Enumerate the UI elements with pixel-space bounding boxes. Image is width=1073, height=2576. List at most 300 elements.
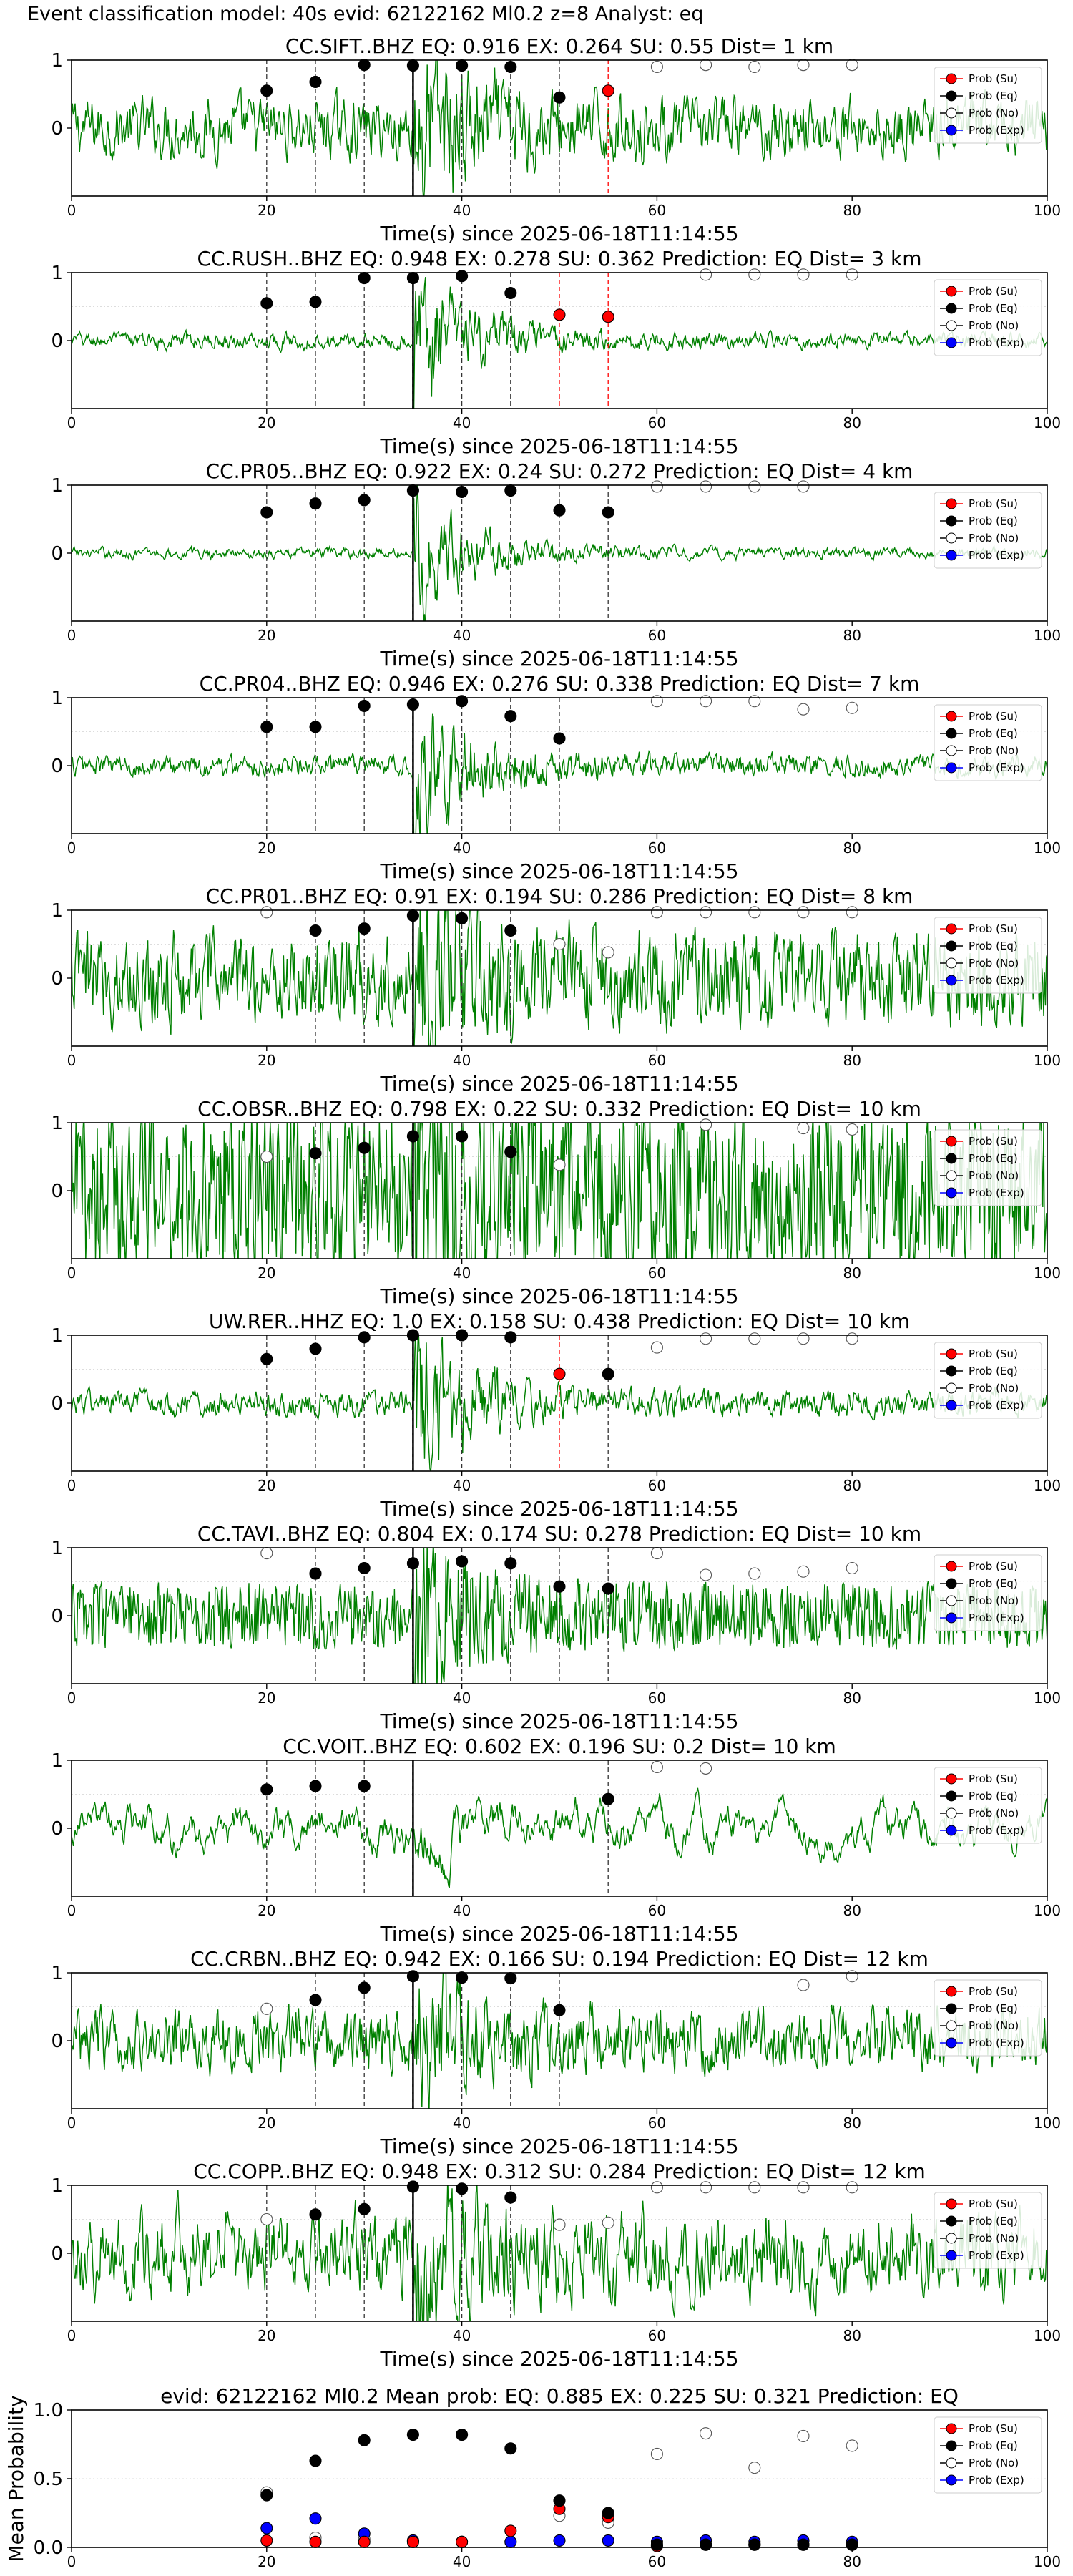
prob-point-eq — [456, 60, 468, 72]
x-tick-label: 60 — [647, 1902, 667, 1919]
x-tick-label: 100 — [1033, 2114, 1062, 2132]
prob-point-eq — [358, 1563, 370, 1574]
x-axis-label: Time(s) since 2025-06-18T11:14:55 — [380, 647, 739, 670]
x-tick-label: 60 — [647, 1052, 667, 1069]
x-tick-label: 80 — [843, 202, 861, 219]
prob-point-no — [602, 947, 614, 958]
legend-marker — [946, 975, 956, 985]
prob-point-eq — [358, 59, 370, 71]
prob-point-no — [846, 702, 858, 713]
prob-point-eq — [456, 696, 468, 707]
x-tick-label: 60 — [647, 2327, 667, 2344]
x-tick-label: 20 — [258, 202, 276, 219]
legend-label: Prob (Exp) — [969, 336, 1024, 349]
legend-entry-exp — [940, 761, 1024, 774]
y-tick-label: 0 — [51, 968, 63, 990]
mean-point-su — [261, 2534, 273, 2546]
legend-marker — [946, 533, 956, 543]
x-tick-label: 80 — [843, 2327, 861, 2344]
prob-point-no — [700, 269, 712, 280]
legend-marker — [946, 728, 956, 738]
legend-marker — [946, 91, 956, 101]
legend-entry-no — [940, 1382, 1019, 1395]
x-axis-label: Time(s) since 2025-06-18T11:14:55 — [380, 434, 739, 458]
legend-marker — [946, 2458, 956, 2468]
prob-point-eq — [554, 92, 565, 103]
prob-point-no — [798, 59, 809, 71]
legend-label: Prob (No) — [969, 107, 1019, 119]
y-axis-label: Mean Probability — [4, 2395, 28, 2562]
x-tick-label: 100 — [1033, 414, 1062, 431]
x-tick-label: 100 — [1033, 627, 1062, 644]
prob-point-no — [261, 1151, 273, 1163]
prob-point-eq — [505, 1973, 516, 1984]
legend-entry-eq — [940, 940, 1018, 952]
legend-marker — [946, 711, 956, 721]
prob-point-eq — [261, 507, 273, 518]
prob-point-eq — [407, 699, 418, 711]
legend-entry-exp — [940, 336, 1024, 349]
legend-label: Prob (Eq) — [969, 1365, 1018, 1377]
prob-point-no — [700, 907, 712, 918]
x-axis-label: Time(s) since 2025-06-18T11:14:55 — [380, 2347, 739, 2371]
x-tick-label: 20 — [258, 2114, 276, 2132]
prob-point-eq — [505, 925, 516, 937]
prob-point-no — [700, 59, 712, 71]
y-tick-label: 0 — [51, 1606, 63, 1627]
x-tick-label: 100 — [1033, 1689, 1062, 1707]
prob-point-eq — [358, 494, 370, 506]
y-tick-label: 0 — [51, 1818, 63, 1840]
x-tick-label: 60 — [647, 202, 667, 219]
legend-label: Prob (Su) — [969, 285, 1018, 298]
prob-point-no — [651, 696, 662, 707]
prob-point-no — [846, 1563, 858, 1574]
y-tick-label: 0 — [51, 2031, 63, 2052]
x-axis-label: Time(s) since 2025-06-18T11:14:55 — [380, 222, 739, 245]
y-tick-label: 1 — [51, 2175, 63, 2197]
station-panel-cc-rush-bhz — [51, 247, 1061, 458]
legend-marker — [946, 1825, 956, 1835]
legend-marker — [946, 74, 956, 84]
prob-point-eq — [310, 1568, 321, 1579]
panel-title: CC.PR04..BHZ EQ: 0.946 EX: 0.276 SU: 0.338 Prediction: EQ Dist= 7 km — [199, 672, 920, 696]
prob-point-no — [700, 1569, 712, 1581]
prob-point-eq — [310, 1994, 321, 2006]
prob-point-no — [700, 1119, 712, 1131]
x-tick-label: 40 — [452, 839, 471, 857]
mean-point-exp — [554, 2534, 565, 2546]
x-tick-label: 80 — [843, 2114, 861, 2132]
mean-point-eq — [749, 2539, 760, 2550]
x-tick-label: 100 — [1033, 202, 1062, 219]
legend-marker — [946, 1383, 956, 1393]
prob-point-eq — [358, 273, 370, 284]
x-tick-label: 80 — [843, 839, 861, 857]
legend-entry-no — [940, 2019, 1019, 2032]
prob-point-eq — [310, 1343, 321, 1355]
prob-point-eq — [310, 498, 321, 509]
prob-point-no — [798, 1566, 809, 1577]
prob-point-eq — [456, 270, 468, 282]
y-tick-label: 0 — [51, 1181, 63, 1202]
x-tick-label: 100 — [1033, 2553, 1062, 2570]
legend-marker — [946, 321, 956, 331]
legend-entry-su — [940, 72, 1018, 85]
x-tick-label: 0 — [67, 202, 77, 219]
x-tick-label: 0 — [67, 1902, 77, 1919]
x-tick-label: 80 — [843, 414, 861, 431]
prob-point-su — [602, 311, 614, 323]
x-tick-label: 80 — [843, 1689, 861, 1707]
x-tick-label: 20 — [258, 414, 276, 431]
prob-point-no — [554, 939, 565, 950]
prob-point-eq — [554, 504, 565, 516]
legend-label: Prob (Eq) — [969, 2215, 1018, 2228]
legend-entry-no — [940, 744, 1019, 757]
legend-label: Prob (Exp) — [969, 1611, 1024, 1624]
prob-point-no — [749, 1333, 760, 1345]
x-tick-label: 0 — [67, 1264, 77, 1282]
legend-label: Prob (No) — [969, 1382, 1019, 1395]
x-axis-label: Time(s) since 2025-06-18T11:14:55 — [380, 1072, 739, 1096]
prob-point-eq — [261, 721, 273, 733]
station-panel-cc-pr04-bhz — [51, 672, 1061, 883]
legend-entry-su — [940, 497, 1018, 510]
x-tick-label: 60 — [647, 2114, 667, 2132]
prob-point-eq — [554, 733, 565, 744]
mean-point-exp — [310, 2513, 321, 2524]
prob-point-eq — [505, 485, 516, 497]
legend-entry-eq — [940, 2002, 1018, 2015]
prob-point-no — [261, 1548, 273, 1559]
prob-point-eq — [505, 288, 516, 299]
mean-point-eq — [261, 2489, 273, 2501]
legend-label: Prob (Su) — [969, 710, 1018, 723]
x-tick-label: 40 — [452, 1689, 471, 1707]
legend-entry-no — [940, 107, 1019, 119]
station-panel-cc-obsr-bhz — [51, 1097, 1061, 1308]
panel-title: CC.RUSH..BHZ EQ: 0.948 EX: 0.278 SU: 0.362 Prediction: EQ Dist= 3 km — [197, 247, 922, 270]
x-tick-label: 20 — [258, 1264, 276, 1282]
legend-entry-exp — [940, 549, 1024, 562]
x-tick-label: 80 — [843, 2553, 861, 2570]
legend-label: Prob (Su) — [969, 1135, 1018, 1148]
prob-point-eq — [456, 487, 468, 498]
legend-label: Prob (No) — [969, 2457, 1019, 2469]
prob-point-eq — [407, 1971, 418, 1982]
x-tick-label: 80 — [843, 1052, 861, 1069]
prob-point-eq — [505, 62, 516, 73]
x-tick-label: 20 — [258, 1902, 276, 1919]
prob-point-eq — [505, 1146, 516, 1158]
prob-point-eq — [602, 1368, 614, 1380]
x-tick-label: 20 — [258, 1477, 276, 1494]
legend-entry-exp — [940, 2036, 1024, 2049]
x-tick-label: 0 — [67, 2114, 77, 2132]
mean-point-eq — [554, 2495, 565, 2507]
legend-entry-eq — [940, 1152, 1018, 1165]
x-tick-label: 100 — [1033, 1052, 1062, 1069]
x-axis-label: Time(s) since 2025-06-18T11:14:55 — [380, 1284, 739, 1308]
panel-title: CC.PR01..BHZ EQ: 0.91 EX: 0.194 SU: 0.286 Prediction: EQ Dist= 8 km — [205, 884, 913, 908]
prob-point-no — [700, 696, 712, 707]
prob-point-no — [651, 907, 662, 918]
mean-point-no — [846, 2440, 858, 2451]
legend-label: Prob (Eq) — [969, 1790, 1018, 1802]
legend-label: Prob (No) — [969, 744, 1019, 757]
y-tick-label: 0 — [51, 2243, 63, 2265]
prob-point-no — [261, 2214, 273, 2225]
legend-entry-su — [940, 1135, 1018, 1148]
legend-label: Prob (Su) — [969, 1772, 1018, 1785]
prob-point-no — [749, 696, 760, 707]
plot-area — [72, 1760, 1047, 1896]
mean-point-no — [700, 2428, 712, 2439]
legend-label: Prob (Su) — [969, 72, 1018, 85]
legend-marker — [946, 2475, 956, 2485]
legend-label: Prob (No) — [969, 2232, 1019, 2245]
prob-point-eq — [602, 1583, 614, 1594]
panel-title: CC.COPP..BHZ EQ: 0.948 EX: 0.312 SU: 0.284 Prediction: EQ Dist= 12 km — [193, 2160, 926, 2183]
prob-point-eq — [358, 1982, 370, 1994]
legend-entry-eq — [940, 1577, 1018, 1590]
prob-point-eq — [310, 2209, 321, 2220]
prob-point-no — [261, 907, 273, 918]
prob-point-eq — [310, 1780, 321, 1792]
prob-point-no — [651, 1342, 662, 1353]
x-axis-label: Time(s) since 2025-06-18T11:14:55 — [380, 1922, 739, 1946]
prob-point-no — [846, 1124, 858, 1136]
legend-label: Prob (Exp) — [969, 549, 1024, 562]
prob-point-eq — [554, 2004, 565, 2016]
x-tick-label: 40 — [452, 627, 471, 644]
legend-marker — [946, 1808, 956, 1818]
prob-point-no — [651, 62, 662, 73]
legend-label: Prob (No) — [969, 319, 1019, 332]
prob-point-eq — [505, 2192, 516, 2203]
legend-label: Prob (Exp) — [969, 2474, 1024, 2487]
y-tick-label: 0 — [51, 118, 63, 140]
legend-entry-eq — [940, 302, 1018, 315]
prob-point-eq — [261, 85, 273, 97]
x-tick-label: 20 — [258, 2327, 276, 2344]
prob-point-eq — [407, 273, 418, 284]
prob-point-eq — [456, 2183, 468, 2195]
x-tick-label: 40 — [452, 2114, 471, 2132]
y-tick-label: 1.0 — [33, 2400, 63, 2421]
legend-label: Prob (Su) — [969, 1560, 1018, 1573]
prob-point-no — [602, 2217, 614, 2228]
legend-entry-exp — [940, 124, 1024, 137]
prob-point-su — [602, 85, 614, 97]
prob-point-no — [798, 907, 809, 918]
legend-marker — [946, 338, 956, 348]
legend-label: Prob (Exp) — [969, 2249, 1024, 2262]
legend-entry-su — [940, 1347, 1018, 1360]
mean-point-exp — [505, 2536, 516, 2547]
panel-title: CC.SIFT..BHZ EQ: 0.916 EX: 0.264 SU: 0.55 Dist= 1 km — [285, 34, 834, 58]
legend-entry-no — [940, 2232, 1019, 2245]
prob-point-eq — [602, 507, 614, 518]
legend-entry-su — [940, 922, 1018, 935]
station-panel-cc-voit-bhz — [51, 1735, 1061, 1946]
mean-point-eq — [456, 2429, 468, 2441]
legend-marker — [946, 1579, 956, 1589]
prob-point-eq — [358, 2203, 370, 2215]
mean-point-su — [310, 2536, 321, 2547]
legend-entry-su — [940, 2422, 1018, 2435]
prob-point-eq — [602, 1793, 614, 1805]
y-tick-label: 1 — [51, 1750, 63, 1772]
panel-title: UW.RER..HHZ EQ: 1.0 EX: 0.158 SU: 0.438 Prediction: EQ Dist= 10 km — [208, 1309, 911, 1333]
legend-marker — [946, 2216, 956, 2226]
legend-entry-su — [940, 1772, 1018, 1785]
legend-marker — [946, 2424, 956, 2434]
legend-marker — [946, 108, 956, 118]
y-tick-label: 1 — [51, 1113, 63, 1134]
mean-point-eq — [407, 2429, 418, 2441]
legend-marker — [946, 2021, 956, 2031]
legend-marker — [946, 1613, 956, 1623]
mean-point-su — [505, 2525, 516, 2537]
station-panel-cc-sift-bhz — [51, 34, 1061, 245]
x-tick-label: 40 — [452, 202, 471, 219]
legend-marker — [946, 941, 956, 951]
legend-entry-su — [940, 2197, 1018, 2210]
y-tick-label: 1 — [51, 688, 63, 709]
prob-point-no — [700, 2182, 712, 2193]
x-tick-label: 60 — [647, 1264, 667, 1282]
legend-entry-exp — [940, 974, 1024, 987]
prob-point-eq — [505, 1558, 516, 1569]
y-tick-label: 1 — [51, 475, 63, 497]
legend-label: Prob (Exp) — [969, 761, 1024, 774]
legend-marker — [946, 1791, 956, 1801]
legend-marker — [946, 1561, 956, 1571]
legend-entry-eq — [940, 2439, 1018, 2452]
legend-marker — [946, 1136, 956, 1146]
y-tick-label: 1 — [51, 1538, 63, 1559]
x-tick-label: 0 — [67, 839, 77, 857]
prob-point-no — [846, 1971, 858, 1982]
prob-point-eq — [456, 1131, 468, 1142]
mean-point-no — [651, 2448, 662, 2459]
x-tick-label: 40 — [452, 1902, 471, 1919]
prob-point-eq — [407, 1558, 418, 1569]
legend-entry-exp — [940, 2474, 1024, 2487]
x-tick-label: 0 — [67, 1052, 77, 1069]
prob-point-no — [749, 907, 760, 918]
legend-label: Prob (No) — [969, 957, 1019, 970]
prob-point-eq — [554, 1581, 565, 1592]
legend-label: Prob (Eq) — [969, 1152, 1018, 1165]
x-tick-label: 80 — [843, 627, 861, 644]
legend-label: Prob (Su) — [969, 497, 1018, 510]
x-tick-label: 0 — [67, 627, 77, 644]
x-tick-label: 80 — [843, 1477, 861, 1494]
legend-marker — [946, 125, 956, 135]
mean-point-eq — [798, 2539, 809, 2550]
legend-marker — [946, 550, 956, 560]
legend-entry-no — [940, 1594, 1019, 1607]
legend-label: Prob (Su) — [969, 2422, 1018, 2435]
prob-point-no — [700, 1762, 712, 1774]
legend-label: Prob (Exp) — [969, 974, 1024, 987]
legend-marker — [946, 2233, 956, 2243]
x-tick-label: 0 — [67, 1477, 77, 1494]
y-tick-label: 0 — [51, 756, 63, 777]
legend-entry-no — [940, 2457, 1019, 2469]
prob-point-eq — [358, 1332, 370, 1343]
legend-entry-exp — [940, 1399, 1024, 1412]
legend-entry-eq — [940, 2215, 1018, 2228]
x-tick-label: 60 — [647, 2553, 667, 2570]
prob-point-eq — [407, 1131, 418, 1142]
legend-entry-eq — [940, 1790, 1018, 1802]
y-tick-label: 1 — [51, 50, 63, 72]
prob-point-no — [846, 2182, 858, 2193]
x-tick-label: 20 — [258, 1689, 276, 1707]
figure-title: Event classification model: 40s evid: 62122162 Ml0.2 z=8 Analyst: eq — [27, 3, 704, 25]
station-panel-cc-copp-bhz — [51, 2160, 1061, 2371]
legend-label: Prob (Exp) — [969, 2036, 1024, 2049]
prob-point-eq — [358, 923, 370, 935]
mean-probability-panel — [4, 2384, 1061, 2570]
legend-marker — [946, 303, 956, 313]
legend-entry-eq — [940, 727, 1018, 740]
legend-label: Prob (Eq) — [969, 514, 1018, 527]
y-tick-label: 1 — [51, 1325, 63, 1347]
x-tick-label: 40 — [452, 414, 471, 431]
prob-point-eq — [261, 1353, 273, 1365]
station-panel-cc-pr05-bhz — [51, 459, 1061, 670]
legend-marker — [946, 516, 956, 526]
prob-point-no — [846, 269, 858, 280]
legend-label: Prob (No) — [969, 1594, 1019, 1607]
legend-label: Prob (Exp) — [969, 1824, 1024, 1837]
legend-marker — [946, 499, 956, 509]
x-axis-label: Time(s) since 2025-06-18T11:14:55 — [380, 1497, 739, 1521]
mean-point-exp — [602, 2534, 614, 2546]
x-tick-label: 0 — [67, 1689, 77, 1707]
panel-title: evid: 62122162 Ml0.2 Mean prob: EQ: 0.885 EX: 0.225 SU: 0.321 Prediction: EQ — [160, 2384, 959, 2408]
legend-marker — [946, 746, 956, 756]
legend-label: Prob (Eq) — [969, 2002, 1018, 2015]
prob-point-eq — [456, 1972, 468, 1984]
x-tick-label: 20 — [258, 2553, 276, 2570]
x-tick-label: 20 — [258, 1052, 276, 1069]
prob-point-eq — [310, 1148, 321, 1159]
prob-point-eq — [358, 1780, 370, 1792]
panel-title: CC.PR05..BHZ EQ: 0.922 EX: 0.24 SU: 0.272 Prediction: EQ Dist= 4 km — [205, 459, 913, 483]
mean-point-su — [456, 2536, 468, 2547]
prob-point-eq — [310, 721, 321, 733]
legend-entry-su — [940, 1560, 1018, 1573]
legend-entry-no — [940, 1807, 1019, 1820]
y-tick-label: 0.0 — [33, 2537, 63, 2559]
mean-point-no — [749, 2462, 760, 2474]
x-tick-label: 0 — [67, 414, 77, 431]
legend-label: Prob (Su) — [969, 1347, 1018, 1360]
prob-point-no — [798, 1123, 809, 1134]
x-tick-label: 100 — [1033, 1264, 1062, 1282]
legend-entry-no — [940, 1169, 1019, 1182]
prob-point-eq — [310, 76, 321, 87]
legend-marker — [946, 763, 956, 773]
legend-label: Prob (Exp) — [969, 1186, 1024, 1199]
station-panel-cc-pr01-bhz — [51, 884, 1061, 1096]
